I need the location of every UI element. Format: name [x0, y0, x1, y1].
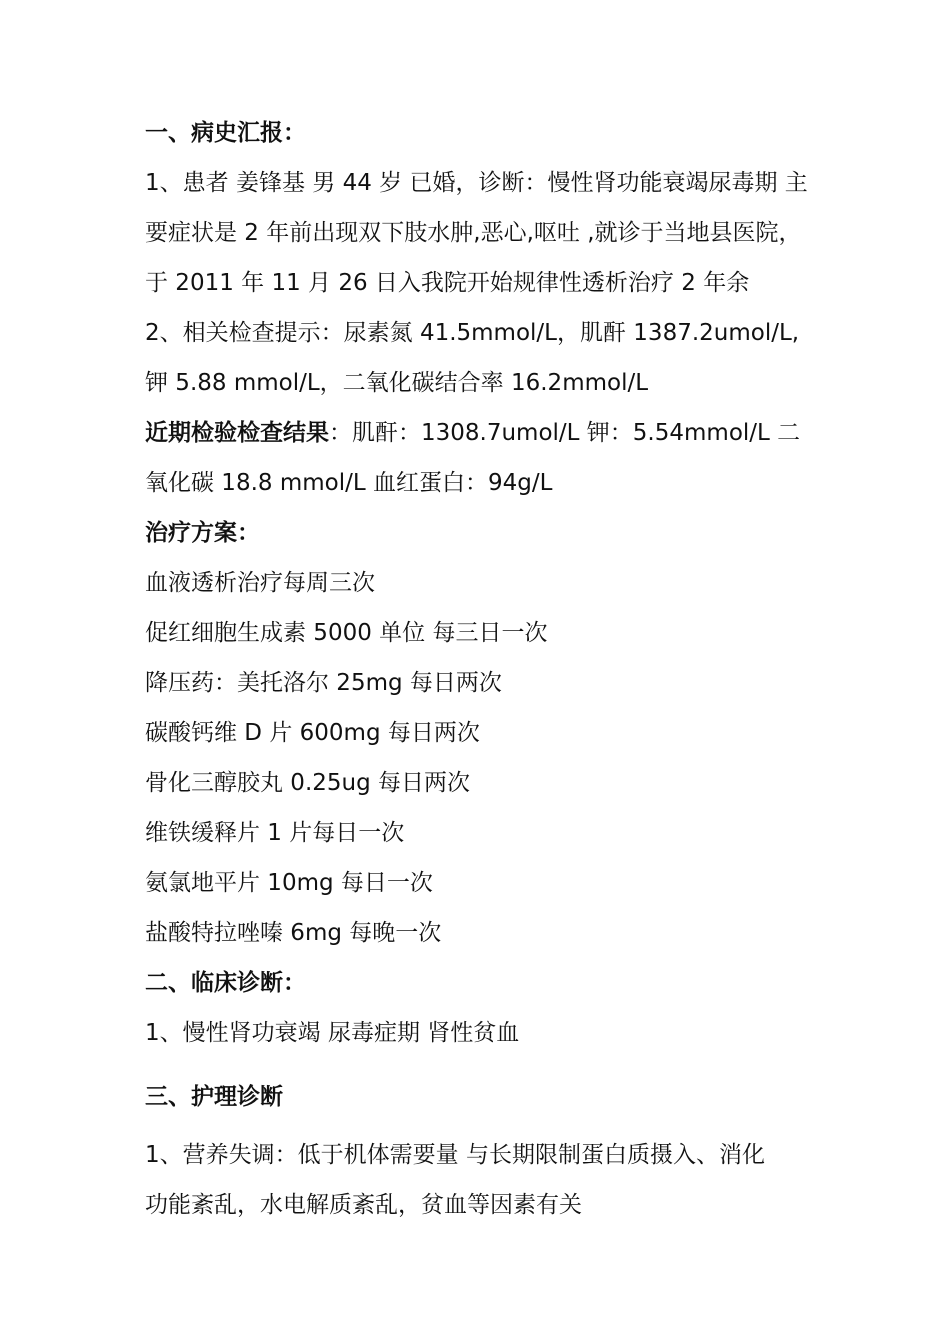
treatment-item: 盐酸特拉唑嗪 6mg 每晚一次 [145, 920, 442, 946]
section-heading-nursing-diagnosis: 三、护理诊断 [145, 1084, 283, 1110]
document-page [145, 108, 815, 1230]
history-item-2-line-1: 2、相关检查提示：尿素氮 41.5mmol/L，肌酐 1387.2umol/L, [145, 320, 800, 346]
treatment-item: 碳酸钙维 D 片 600mg 每日两次 [145, 720, 480, 746]
clinical-diagnosis-item-1: 1、慢性肾功衰竭 尿毒症期 肾性贫血 [145, 1020, 520, 1046]
treatment-item: 血液透析治疗每周三次 [145, 570, 375, 596]
recent-results-label: 近期检验检查结果 [145, 420, 329, 446]
treatment-heading: 治疗方案： [145, 520, 260, 546]
section-heading-clinical-diagnosis: 二、临床诊断： [145, 970, 306, 996]
section-heading-history: 一、病史汇报： [145, 120, 306, 146]
treatment-item: 降压药：美托洛尔 25mg 每日两次 [145, 670, 502, 696]
nursing-diagnosis-item-1-line-2: 功能紊乱，水电解质紊乱，贫血等因素有关 [145, 1192, 582, 1218]
recent-results-values-1: ：肌酐：1308.7umol/L 钾：5.54mmol/L 二 [329, 420, 801, 446]
treatment-item: 促红细胞生成素 5000 单位 每三日一次 [145, 620, 548, 646]
history-item-1-line-2: 要症状是 2 年前出现双下肢水肿,恶心,呕吐 ,就诊于当地县医院， [145, 220, 802, 246]
treatment-item: 氨氯地平片 10mg 每日一次 [145, 870, 433, 896]
history-item-1-line-3: 于 2011 年 11 月 26 日入我院开始规律性透析治疗 2 年余 [145, 270, 750, 296]
recent-results-line-2: 氧化碳 18.8 mmol/L 血红蛋白：94g/L [145, 470, 553, 496]
history-item-1-line-1: 1、患者 姜锋基 男 44 岁 已婚，诊断：慢性肾功能衰竭尿毒期 主 [145, 170, 808, 196]
treatment-item: 骨化三醇胶丸 0.25ug 每日两次 [145, 770, 471, 796]
history-item-2-line-2: 钾 5.88 mmol/L，二氧化碳结合率 16.2mmol/L [145, 370, 649, 396]
recent-results-line-1 [145, 408, 815, 458]
nursing-diagnosis-item-1-line-1: 1、营养失调：低于机体需要量 与长期限制蛋白质摄入、消化 [145, 1142, 765, 1168]
treatment-item: 维铁缓释片 1 片每日一次 [145, 820, 405, 846]
